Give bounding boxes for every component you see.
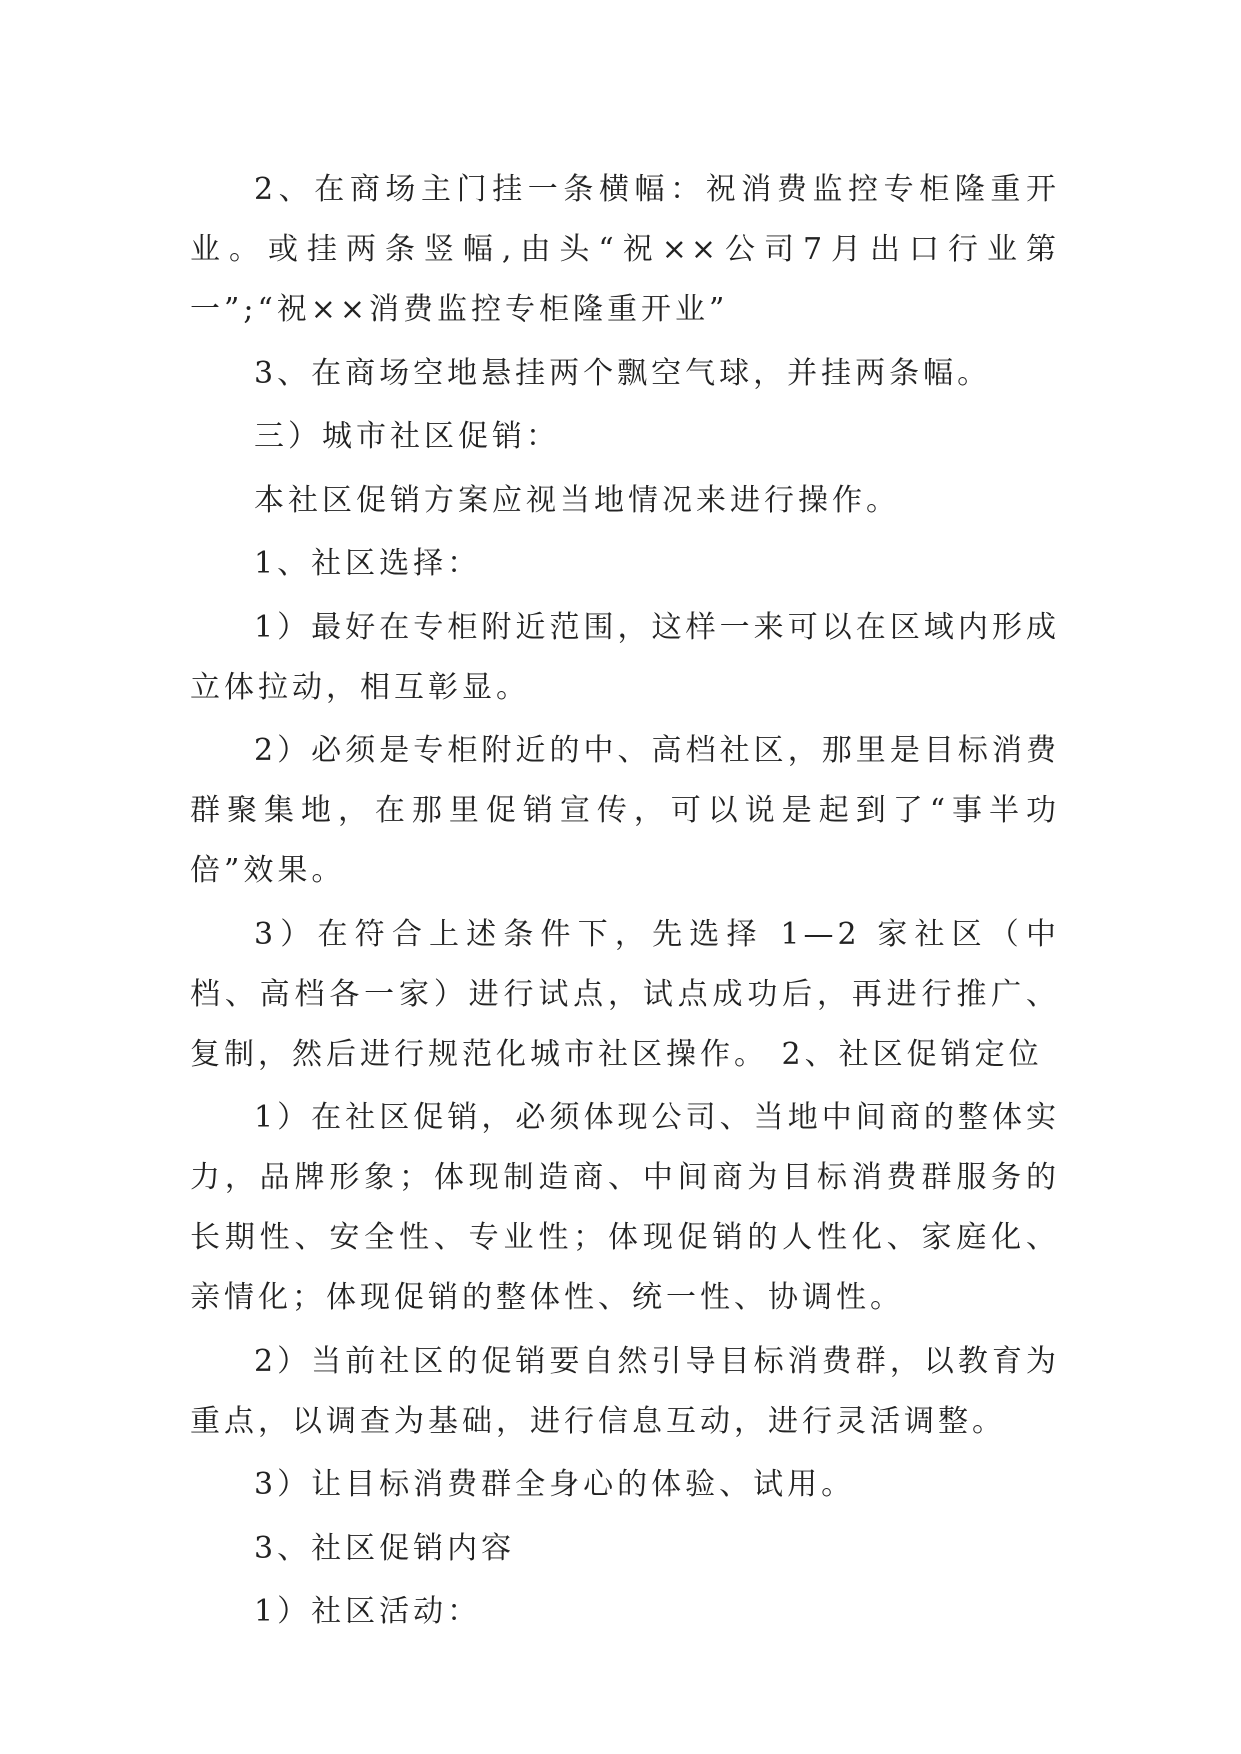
paragraph-selection-3: 3）在符合上述条件下，先选择 1—2 家社区（中档、高档各一家）进行试点，试点成功后，再进行推广、复制，然后进行规范化城市社区操作。 2、社区促销定位 (190, 916, 1060, 1072)
paragraph-selection-2: 2）必须是专柜附近的中、高档社区，那里是目标消费群聚集地，在那里促销宣传，可以说是起到了“事半功倍”效果。 (190, 733, 1060, 888)
paragraph-balloons: 3、在商场空地悬挂两个飘空气球，并挂两条幅。 (254, 355, 992, 391)
subheading-promotion-content: 3、社区促销内容 (254, 1530, 516, 1566)
paragraph-intro: 本社区促销方案应视当地情况来进行操作。 (254, 482, 900, 518)
section-heading-community-promotion: 三）城市社区促销： (254, 419, 560, 454)
paragraph-positioning-1: 1）在社区促销，必须体现公司、当地中间商的整体实力，品牌形象；体现制造商、中间商为目标消费群服务的长期性、安全性、专业性；体现促销的人性化、家庭化、亲情化；体现促销的整体性、统一性、协调性。 (190, 1100, 1060, 1315)
paragraph-positioning-2: 2）当前社区的促销要自然引导目标消费群，以教育为重点，以调查为基础，进行信息互动，进行灵活调整。 (190, 1343, 1060, 1439)
subheading-community-activities: 1）社区活动： (254, 1594, 482, 1629)
paragraph-banner: 2、在商场主门挂一条横幅：祝消费监控专柜隆重开业。或挂两条竖幅,由头“祝××公司7月出口行业第一”;“祝××消费监控专柜隆重开业” (190, 172, 1060, 327)
document-body (190, 160, 1060, 1642)
paragraph-positioning-3: 3）让目标消费群全身心的体验、试用。 (254, 1467, 856, 1502)
paragraph-selection-1: 1）最好在专柜附近范围，这样一来可以在区域内形成立体拉动，相互彰显。 (190, 609, 1060, 705)
subheading-community-selection: 1、社区选择： (254, 546, 482, 581)
